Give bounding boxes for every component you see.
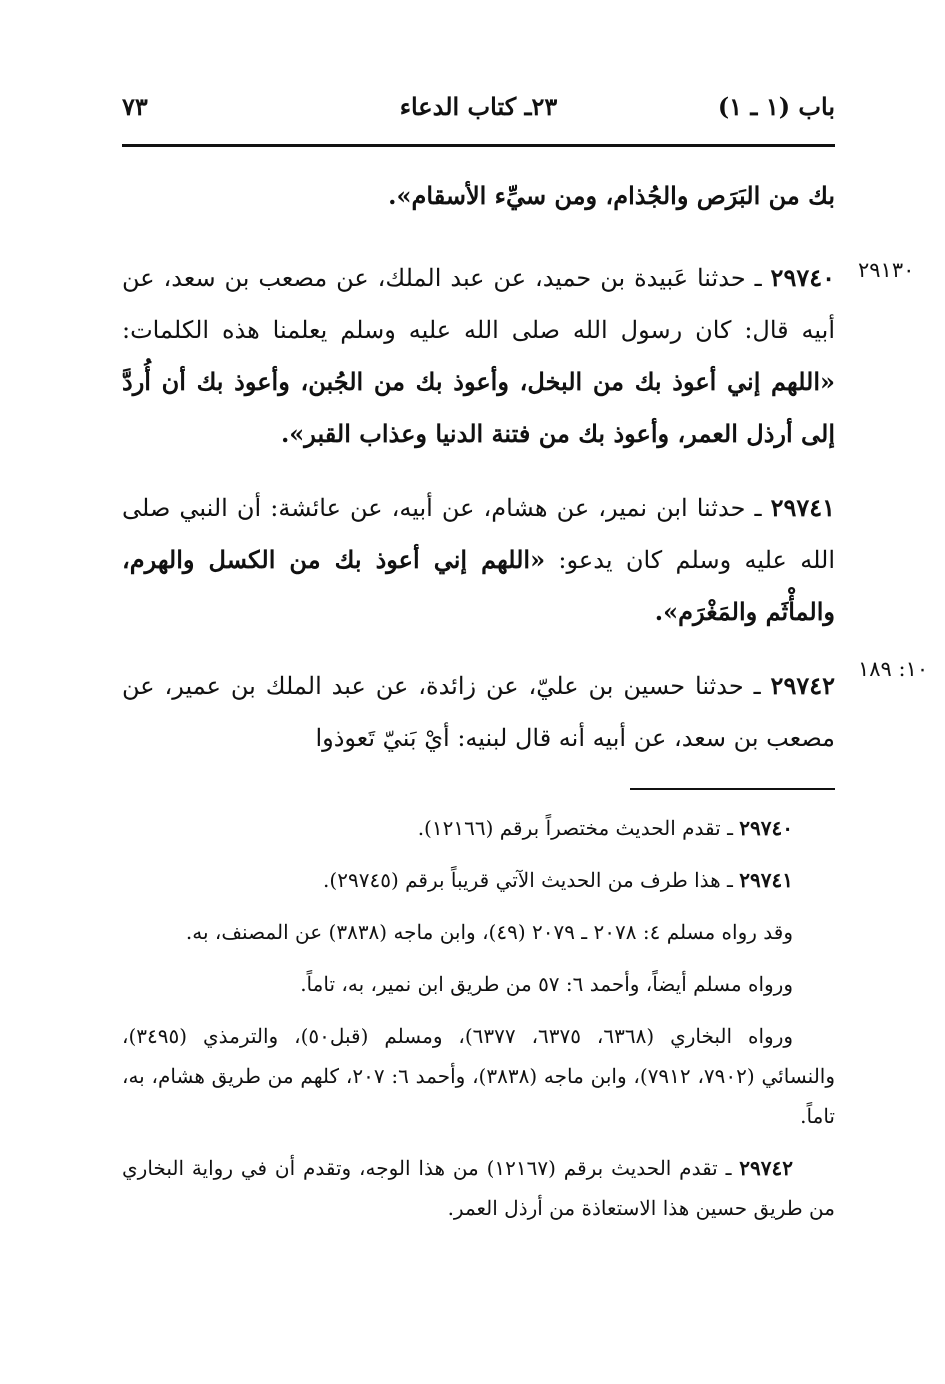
continuation-paragraph — [122, 170, 835, 222]
hadith-text: بك من البَرَص والجُذام، ومن سيِّء الأسقام». — [388, 181, 835, 210]
footnote — [122, 964, 835, 1004]
page-header — [122, 92, 835, 144]
footnote — [122, 808, 835, 848]
page-number: ٧٣ — [122, 92, 148, 121]
footnote — [122, 912, 835, 952]
margin-reference: ٢٩١٣٠ — [858, 258, 915, 282]
footnote-text: ـ تقدم الحديث برقم (١٢١٦٧) من هذا الوجه، وتقدم أن في رواية البخاري من طريق حسين هذا الاستعاذة من أرذل العمر. — [122, 1156, 835, 1220]
footnotes — [122, 808, 835, 1240]
section-reference: باب (١ ـ ١) — [717, 92, 835, 121]
hadith-text: «اللهم إني أعوذ بك من البخل، وأعوذ بك من الجُبن، وأعوذ بك أن أُردَّ إلى أرذل العمر، وأعوذ بك من فتنة الدنيا وعذاب القبر». — [122, 367, 835, 448]
main-text — [122, 170, 835, 786]
hadith-number: ٢٩٧٤٠ — [770, 263, 835, 292]
hadith-number: ٢٩٧٤١ — [770, 493, 836, 522]
hadith-paragraph — [122, 252, 835, 460]
footnote-text: ـ هذا طرف من الحديث الآتي قريباً برقم (٢٩٧٤٥). — [323, 868, 740, 892]
book-title: ٢٣ـ كتاب الدعاء — [399, 92, 558, 121]
footnote-number: ٢٩٧٤٢ — [739, 1156, 794, 1180]
hadith-chain: ـ حدثنا ابن نمير، عن هشام، عن أبيه، عن عائشة: أن النبي صلى الله عليه وسلم كان يدعو: — [122, 494, 835, 574]
footnote-number: ٢٩٧٤٠ — [739, 816, 793, 840]
footnote-divider — [630, 788, 835, 790]
hadith-text: «اللهم إني أعوذ بك من الكسل والهرم، والمأْثَم والمَغْرَم». — [122, 545, 835, 626]
footnote — [122, 860, 835, 900]
footnote-number: ٢٩٧٤١ — [739, 868, 793, 892]
footnote-text: ورواه مسلم أيضاً، وأحمد ٦: ٥٧ من طريق ابن نمير، به، تاماً. — [300, 972, 793, 996]
header-divider — [122, 144, 835, 147]
footnote-text: وقد رواه مسلم ٤: ٢٠٧٨ ـ ٢٠٧٩ (٤٩)، وابن ماجه (٣٨٣٨) عن المصنف، به. — [185, 920, 793, 944]
footnote — [122, 1148, 835, 1228]
footnote — [122, 1016, 835, 1136]
footnote-text: ـ تقدم الحديث مختصراً برقم (١٢١٦٦). — [417, 816, 740, 840]
hadith-paragraph — [122, 482, 835, 638]
margin-reference: ١٠: ١٨٩ — [858, 657, 929, 681]
hadith-chain: ـ حدثنا عَبيدة بن حميد، عن عبد الملك، عن مصعب بن سعد، عن أبيه قال: كان رسول الله صلى الله عليه وسلم يعلمنا هذه الكلمات: — [122, 264, 835, 344]
footnote-text: ورواه البخاري (٦٣٦٨، ٦٣٧٥، ٦٣٧٧)، ومسلم (قبل٥٠)، والترمذي (٣٤٩٥)، والنسائي (٧٩٠٢، ٧٩١٢)، وابن ماجه (٣٨٣٨)، وأحمد ٦: ٢٠٧، كلهم من طريق هشام، به، تاماً. — [122, 1024, 836, 1128]
hadith-paragraph — [122, 660, 835, 764]
hadith-chain: ـ حدثنا حسين بن عليّ، عن زائدة، عن عبد الملك بن عمير، عن مصعب بن سعد، عن أبيه أنه قال لبنيه: أيْ بَنيّ تَعوذوا — [122, 672, 835, 752]
hadith-number: ٢٩٧٤٢ — [770, 671, 835, 700]
